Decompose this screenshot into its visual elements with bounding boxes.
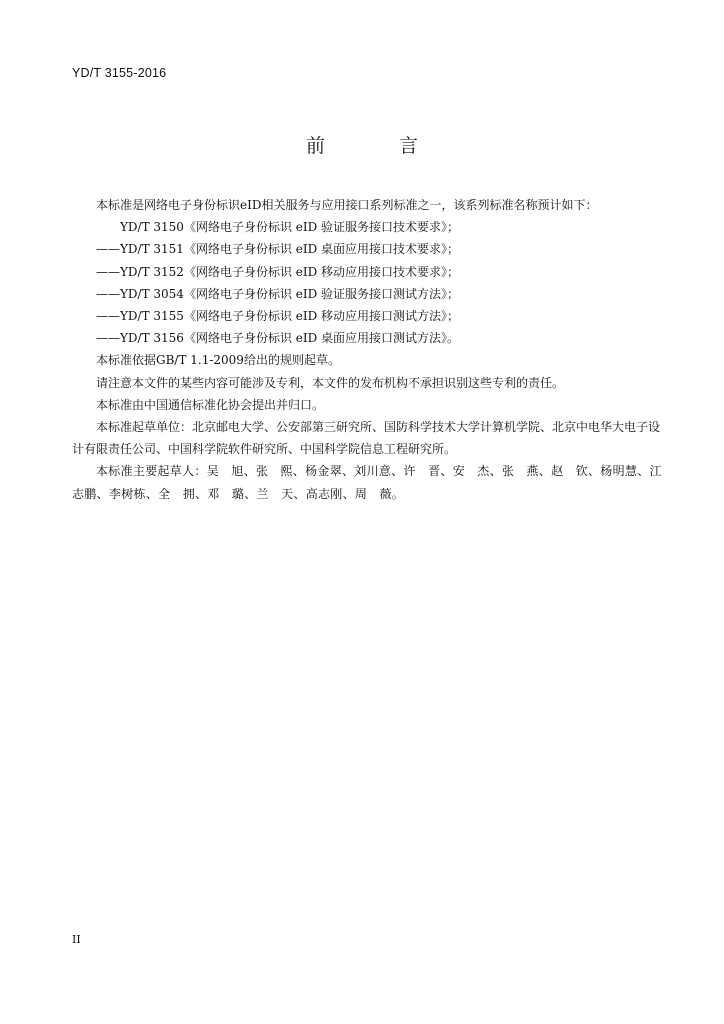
standard-list-item: ——YD/T 3155《网络电子身份标识 eID 移动应用接口测试方法》； [96,309,460,324]
page-title: 前 言 [305,135,453,157]
standard-list-item: ——YD/T 3054《网络电子身份标识 eID 验证服务接口测试方法》； [96,286,460,301]
standard-list-item: YD/T 3150《网络电子身份标识 eID 验证服务接口技术要求》； [120,220,460,235]
drafting-rules-paragraph: 本标准依据GB/T 1.1-2009给出的规则起草。 [96,353,340,368]
foreword-body [72,194,662,505]
intro-paragraph: 本标准是网络电子身份标识eID相关服务与应用接口系列标准之一，该系列标准名称预计如下： [96,198,598,212]
standard-list-item: ——YD/T 3151《网络电子身份标识 eID 桌面应用接口技术要求》； [96,242,460,257]
patent-notice-paragraph: 请注意本文件的某些内容可能涉及专利，本文件的发布机构不承担识别这些专利的责任。 [96,375,565,390]
page-number: II [72,933,81,946]
drafting-units-paragraph: 本标准起草单位：北京邮电大学、公安部第三研究所、国防科学技术大学计算机学院、北京中电华大电子设计有限责任公司、中国科学院软件研究所、中国科学院信息工程研究所。 [72,420,661,457]
standard-list-item: ——YD/T 3152《网络电子身份标识 eID 移动应用接口技术要求》； [96,264,460,279]
document-code: YD/T 3155-2016 [72,66,167,80]
drafters-paragraph: 本标准主要起草人：吴 旭、张 熙、杨金翠、刘川意、许 晋、安 杰、张 燕、赵 钦、杨明慧、江志鹏、李树栋、全 拥、邓 璐、兰 天、高志刚、周 薇。 [72,464,662,501]
proposer-paragraph: 本标准由中国通信标准化协会提出并归口。 [96,397,325,412]
standard-list-item: ——YD/T 3156《网络电子身份标识 eID 桌面应用接口测试方法》。 [96,331,460,346]
